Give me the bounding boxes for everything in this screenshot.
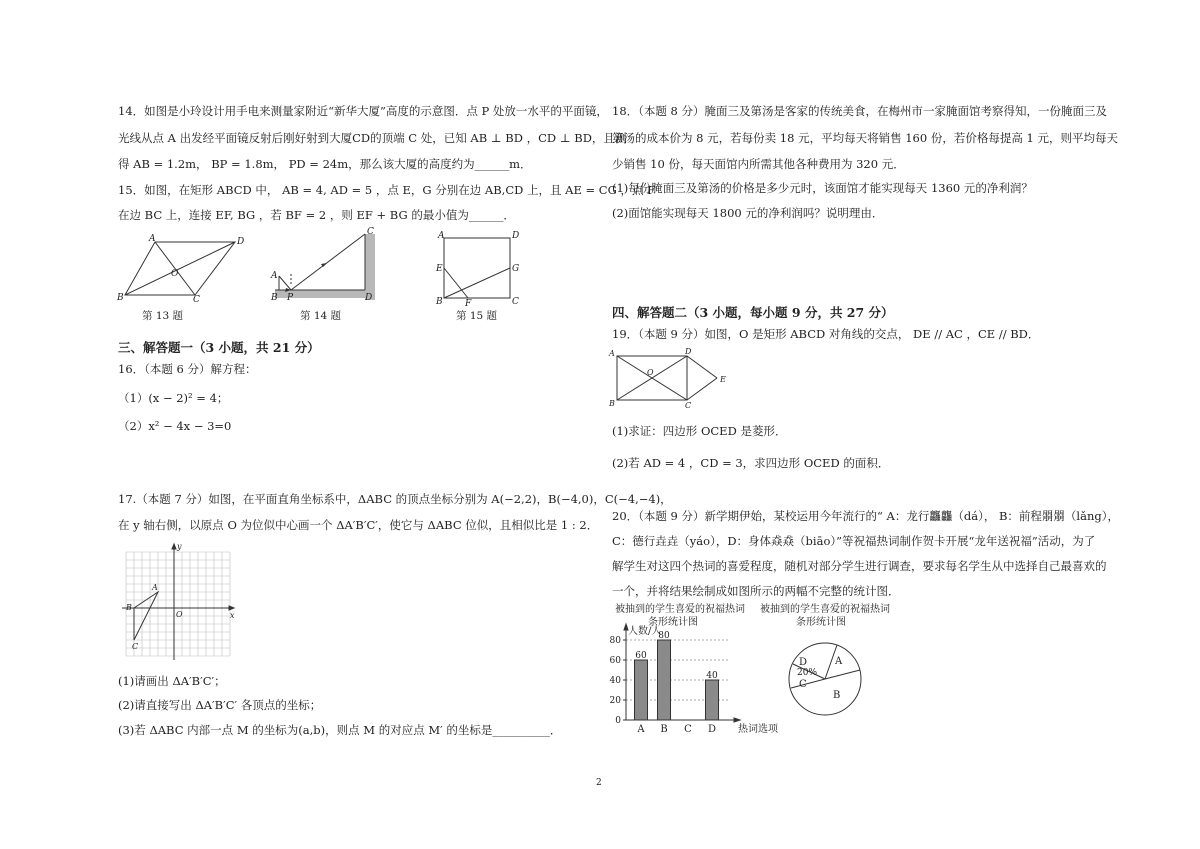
pie-label-c: C <box>799 679 807 690</box>
fig14-label-d: D <box>365 293 373 303</box>
grid-label-b: B <box>126 603 132 612</box>
fig14-label-b: B <box>271 293 278 303</box>
pie-chart-title-1: 被抽到的学生喜爱的祝福热词 <box>760 604 890 615</box>
fig15-label-b: B <box>436 297 443 307</box>
bar-category-label-b: B <box>660 724 668 735</box>
q19-label-d: D <box>685 347 692 356</box>
q19-part2: (2)若 AD = 4 ，CD = 3，求四边形 OCED 的面积． <box>612 456 890 470</box>
bar-category-label-c: C <box>684 724 692 735</box>
q15-line2: 在边 BC 上，连接 EF, BG ，若 BF = 2 ，则 EF + BG 的最小值为______． <box>118 208 515 222</box>
q15-line1: 15．如图，在矩形 ABCD 中， AB = 4, AD = 5 ，点 E，G 分别在边 AB,CD 上，且 AE = CG ，点 F <box>118 183 656 197</box>
q16-head: 16．（本题 6 分）解方程： <box>118 362 257 376</box>
q19-label-a: A <box>609 349 615 358</box>
q18-sub1: (1)每份腌面三及第汤的价格是多少元时，该面馆才能实现每天 1360 元的净利润？ <box>612 181 1033 195</box>
fig15-label-a: A <box>438 231 445 241</box>
fig14-label-p: P <box>287 293 294 303</box>
q18-line2: 第汤的成本价为 8 元，若每份卖 18 元，平均每天将销售 160 份，若价格每提高 1 元，则平均每天 <box>612 131 1118 145</box>
q16-part1: （1）(x − 2)² = 4； <box>118 391 229 405</box>
fig15-label-e: E <box>436 264 443 274</box>
q19-label-o: O <box>647 368 654 377</box>
q17-part3: (3)若 ΔABC 内部一点 M 的坐标为(a,b)，则点 M 的对应点 M′ 的坐标是__________． <box>118 723 562 737</box>
figure-13 <box>115 232 245 304</box>
fig14-caption: 第 14 题 <box>300 310 342 322</box>
pie-label-d-percent: 20% <box>797 668 818 678</box>
q19-label-c: C <box>685 401 692 410</box>
page-number: 2 <box>596 778 602 788</box>
fig15-label-f: F <box>465 299 472 309</box>
grid-label-x: x <box>230 611 235 620</box>
q17-line1: 17.（本题 7 分）如图，在平面直角坐标系中，ΔABC 的顶点坐标分别为 A(−2,2)，B(−4,0)，C(−4,−4)， <box>118 492 672 506</box>
figure-15 <box>432 230 527 309</box>
q20-line3: 解学生对这四个热词的喜爱程度，随机对部分学生进行调查，要求每名学生从中选择自己最喜欢的 <box>612 559 1107 573</box>
fig14-label-a: A <box>271 271 278 281</box>
grid-label-o: O <box>176 610 183 619</box>
q17-part1: (1)请画出 ΔA′B′C′； <box>118 674 226 688</box>
fig13-caption: 第 13 题 <box>142 310 184 322</box>
grid-label-c: C <box>132 642 139 651</box>
bar-chart <box>600 622 778 738</box>
q14-line1: 14．如图是小玲设计用手电来测量家附近“新华大厦”高度的示意图．点 P 处放一水平的平面镜， <box>118 104 608 118</box>
bar-d <box>706 680 719 720</box>
fig14-label-c: C <box>367 227 374 237</box>
fig15-label-d: D <box>512 231 520 241</box>
fig13-label-b: B <box>117 293 124 303</box>
section-3-title: 三、解答题一（3 小题，共 21 分） <box>118 340 320 355</box>
bar-data-label-b: 80 <box>658 631 670 641</box>
fig15-rectangle <box>444 238 510 298</box>
pie-chart <box>785 640 865 720</box>
grid-label-a: A <box>152 583 158 592</box>
q18-sub2: (2)面馆能实现每天 1800 元的净利润吗？说明理由． <box>612 206 884 220</box>
fig13-label-d: D <box>237 237 245 247</box>
fig13-label-o: O <box>171 269 179 279</box>
q19-part1: (1)求证：四边形 OCED 是菱形． <box>612 424 787 438</box>
section-4-title: 四、解答题二（3 小题，每小题 9 分，共 27 分） <box>612 305 894 320</box>
q14-line2: 光线从点 A 出发经平面镜反射后刚好射到大厦CD的顶端 C 处，已知 AB ⊥ BD ，CD ⊥ BD，且测 <box>118 131 627 145</box>
q17-line2: 在 y 轴右侧，以原点 O 为位似中心画一个 ΔA′B′C′，使它与 ΔABC 位似，且相似比是 1 : 2． <box>118 518 599 532</box>
bar-data-label-d: 40 <box>706 671 718 681</box>
q20-line2: C：德行垚垚（yáo），D：身体猋猋（biāo）”等祝福热词制作贺卡开展“龙年送祝福”活动，为了 <box>612 534 1096 548</box>
grid-label-y: y <box>177 542 182 551</box>
bar-y-tick-label: 20 <box>609 696 621 706</box>
fig13-diagonal-bd <box>125 242 235 295</box>
q17-coordinate-grid <box>122 540 240 664</box>
fig15-caption: 第 15 题 <box>456 310 498 322</box>
bar-y-tick-label: 0 <box>615 716 621 726</box>
bar-y-axis-label: 人数/人 <box>628 626 662 637</box>
pie-label-a: A <box>835 656 843 667</box>
q19-label-b: B <box>609 399 615 408</box>
bar-y-tick-label: 40 <box>609 676 621 686</box>
q20-line1: 20．（本题 9 分）新学期伊始，某校运用今年流行的“ A：龙行龘龘（dá）， B：前程朤朤（lǎng）， <box>612 509 1119 523</box>
bar-y-tick-label: 60 <box>609 656 621 666</box>
bar-data-label-a: 60 <box>635 651 647 661</box>
fig15-label-g: G <box>512 264 520 274</box>
q14-line3: 得 AB = 1.2m， BP = 1.8m， PD = 24m，那么该大厦的高度约为______m． <box>118 157 532 171</box>
q16-part2: （2）x² − 4x − 3=0 <box>118 419 232 433</box>
figure-14 <box>265 226 385 306</box>
bar-a <box>635 660 648 720</box>
q18-line3: 少销售 10 份，每天面馆内所需其他各种费用为 320 元． <box>612 157 905 171</box>
pie-label-b: B <box>833 690 841 701</box>
q17-part2: (2)请直接写出 ΔA′B′C′ 各顶点的坐标； <box>118 698 322 712</box>
pie-chart-title-2: 条形统计图 <box>796 617 846 628</box>
bar-x-axis-label: 热词选项 <box>738 724 778 735</box>
bar-category-label-d: D <box>707 724 717 735</box>
fig15-label-c: C <box>512 297 519 307</box>
bar-b <box>658 640 671 720</box>
pie-divider-ab <box>825 670 860 679</box>
bar-y-tick-label: 80 <box>609 636 621 646</box>
pie-label-d: D <box>799 657 808 668</box>
bar-chart-title-2: 条形统计图 <box>648 617 698 628</box>
q19-figure <box>605 348 735 410</box>
fig13-label-a: A <box>149 234 156 244</box>
q19-label-e: E <box>720 375 726 384</box>
bar-chart-title-1: 被抽到的学生喜爱的祝福热词 <box>615 604 745 615</box>
q20-line4: 一个，并将结果绘制成如图所示的两幅不完整的统计图． <box>612 584 900 598</box>
q19-head: 19．（本题 9 分）如图，O 是矩形 ABCD 对角线的交点， DE // AC ，CE // BD． <box>612 327 1040 341</box>
fig13-label-c: C <box>193 295 200 305</box>
bar-category-label-a: A <box>637 724 645 735</box>
pie-divider-bc <box>791 679 825 688</box>
q18-line1: 18．（本题 8 分）腌面三及第汤是客家的传统美食，在梅州市一家腌面馆考察得知，一份腌面三及 <box>612 104 1108 118</box>
